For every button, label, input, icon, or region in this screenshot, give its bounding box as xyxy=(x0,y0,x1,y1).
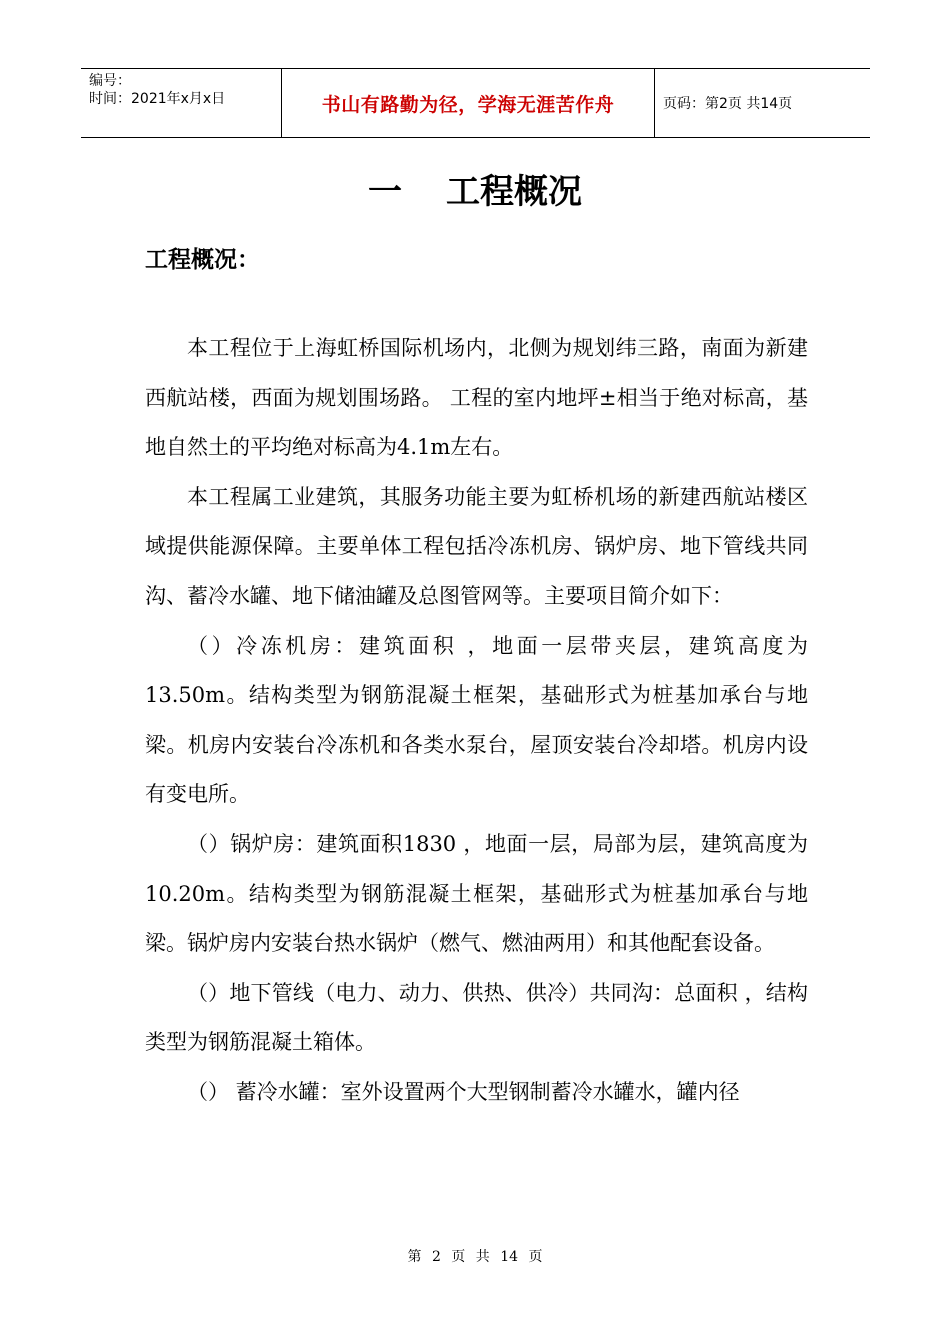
section-title: 工程概况： xyxy=(145,247,260,273)
document-date-label: 时间：2021年x月x日 xyxy=(89,91,226,107)
paragraph: 本工程位于上海虹桥国际机场内，北侧为规划纬三路，南面为新建西航站楼，西面为规划围场路。 工程的室内地坪±相当于绝对标高，基地自然土的平均绝对标高为4.1m左右。 xyxy=(145,336,808,460)
chapter-number: 一 xyxy=(368,172,402,212)
header-motto: 书山有路勤为径，学海无涯苦作舟 xyxy=(282,69,655,137)
paragraph: 本工程属工业建筑，其服务功能主要为虹桥机场的新建西航站楼区域提供能源保障。主要单体工程包括冷冻机房、锅炉房、地下管线共同沟、蓄冷水罐、地下储油罐及总图管网等。主要项目简介如下： xyxy=(145,484,808,608)
paragraph: （）锅炉房：建筑面积1830 ，地面一层，局部为层，建筑高度为10.20m。结构类型为钢筋混凝土框架，基础形式为桩基加承台与地梁。锅炉房内安装台热水锅炉（燃气、燃油两用）和其他配套设备。 xyxy=(145,831,808,956)
page-footer: 第 2 页 共 14 页 xyxy=(407,1249,543,1265)
chapter-heading xyxy=(0,164,950,213)
paragraph: （）冷冻机房：建筑面积 ，地面一层带夹层，建筑高度为13.50m。结构类型为钢筋混凝土框架，基础形式为桩基加承台与地梁。机房内安装台冷冻机和各类水泵台，屋顶安装台冷却塔。机房内设有变电所。 xyxy=(145,633,808,807)
document-number-label: 编号： xyxy=(89,73,131,89)
header-page-info: 页码：第2页 共14页 xyxy=(663,96,793,112)
chapter-title: 工程概况 xyxy=(446,172,582,212)
header-meta xyxy=(81,69,282,137)
page-header xyxy=(81,68,870,138)
paragraph: （）地下管线（电力、动力、供热、供冷）共同沟：总面积 ，结构类型为钢筋混凝土箱体。 xyxy=(145,980,808,1055)
paragraph: （） 蓄冷水罐：室外设置两个大型钢制蓄冷水罐水，罐内径 xyxy=(187,1079,740,1104)
body-text xyxy=(145,324,808,1118)
